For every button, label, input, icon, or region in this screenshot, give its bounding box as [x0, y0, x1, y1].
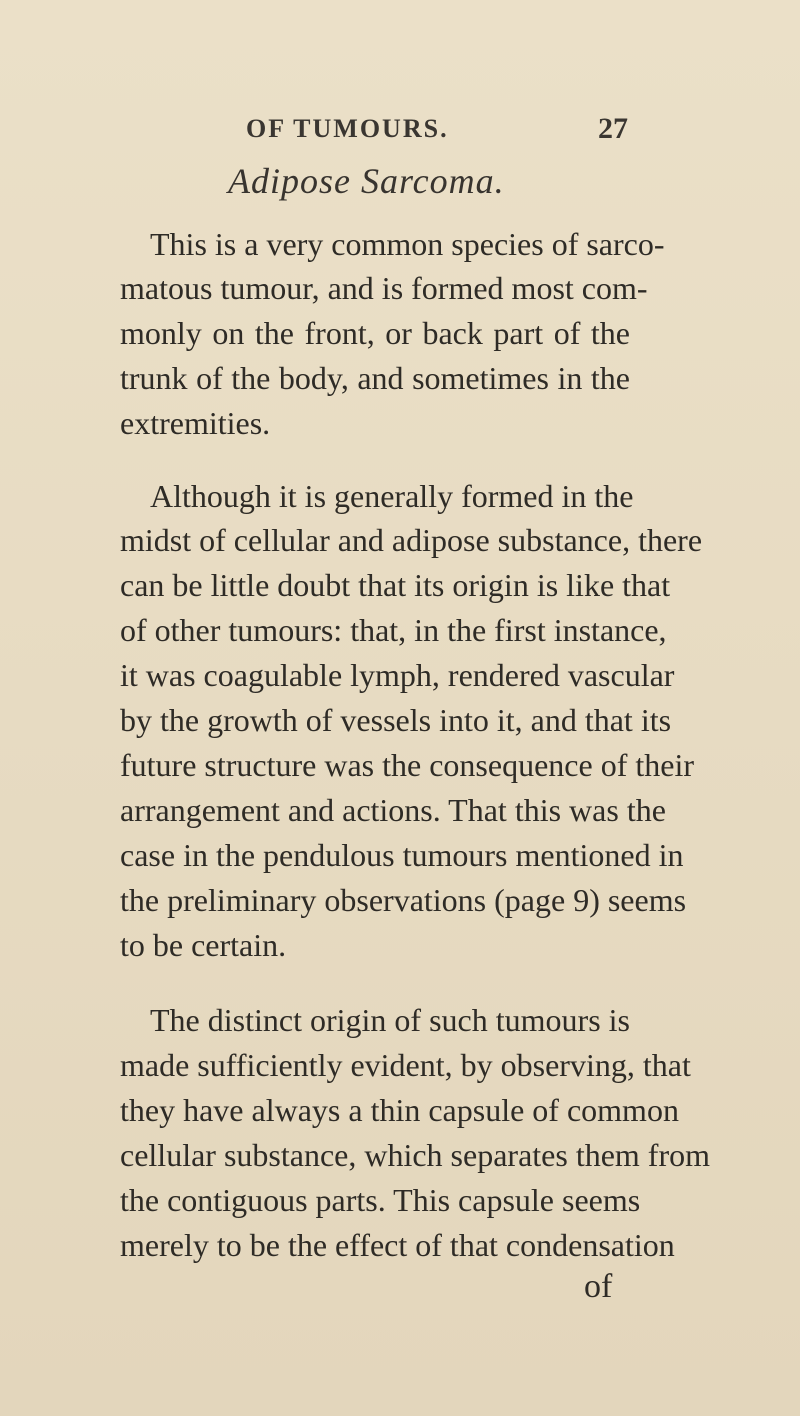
text-line: it was coagulable lymph, rendered vascular — [120, 657, 675, 693]
text-line: merely to be the effect of that condensation — [120, 1227, 675, 1263]
text-line: to be certain. — [120, 927, 287, 963]
text-line: Although it is generally formed in the — [150, 478, 634, 514]
text-line: case in the pendulous tumours mentioned in — [120, 837, 684, 873]
text-line: cellular substance, which separates them from — [120, 1137, 710, 1173]
text-line: extremities. — [120, 405, 271, 441]
text-line: of other tumours: that, in the first instance, — [120, 612, 667, 648]
section-title: Adipose Sarcoma. — [228, 161, 505, 201]
text-line: they have always a thin capsule of common — [120, 1092, 679, 1128]
text-line: the preliminary observations (page 9) seems — [120, 882, 687, 918]
text-line: arrangement and actions. That this was the — [120, 792, 666, 828]
text-line: made sufficiently evident, by observing, that — [120, 1047, 691, 1083]
text-line: midst of cellular and adipose substance, there — [120, 522, 703, 558]
catchword: of — [584, 1268, 613, 1305]
text-line: by the growth of vessels into it, and that its — [120, 702, 672, 738]
text-line: This is a very common species of sarco- — [150, 226, 665, 262]
running-head: OF TUMOURS. — [246, 114, 449, 143]
text-line: monly on the front, or back part of the — [120, 315, 630, 351]
text-line: can be little doubt that its origin is like that — [120, 567, 671, 603]
text-line: the contiguous parts. This capsule seems — [120, 1182, 641, 1218]
text-line: future structure was the consequence of their — [120, 747, 694, 783]
text-line: trunk of the body, and sometimes in the — [120, 360, 630, 396]
text-line: The distinct origin of such tumours is — [150, 1002, 630, 1038]
text-line: matous tumour, and is formed most com- — [120, 270, 648, 306]
page-number: 27 — [598, 112, 628, 145]
